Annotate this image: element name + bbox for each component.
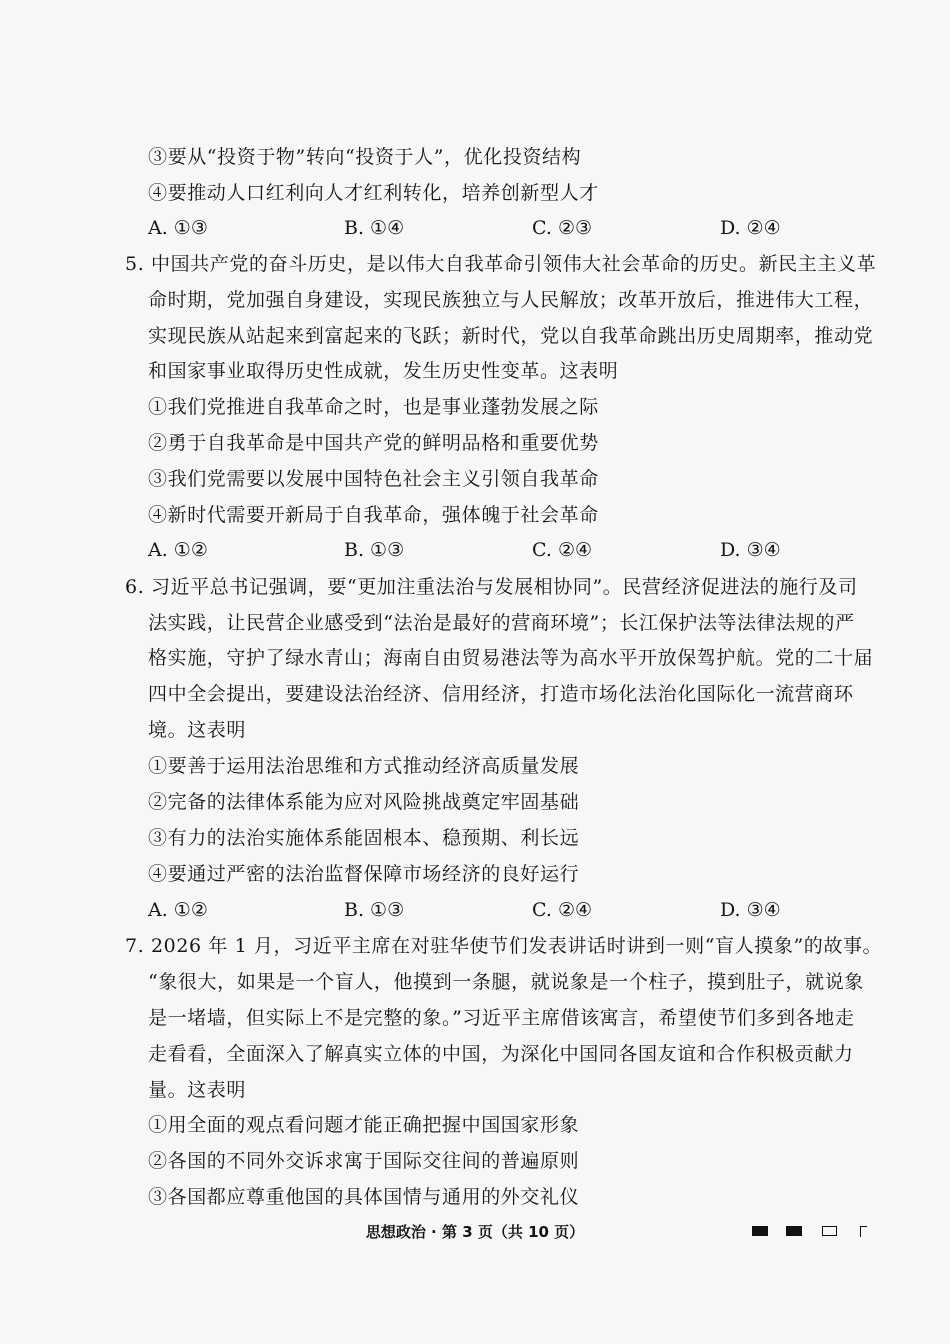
q4-option-a: A. ①③ bbox=[148, 217, 208, 239]
q5-option-b: B. ①③ bbox=[344, 539, 405, 561]
q5-option-c: C. ②④ bbox=[532, 539, 593, 561]
q5-option-d: D. ③④ bbox=[720, 539, 781, 561]
registration-mark-filled-2 bbox=[786, 1226, 802, 1236]
q7-item-2: ②各国的不同外交诉求寓于国际交往间的普遍原则 bbox=[148, 1150, 580, 1172]
q6-stem-line-4: 四中全会提出，要建设法治经济、信用经济，打造市场化法治化国际化一流营商环 bbox=[148, 683, 854, 705]
registration-mark-corner bbox=[860, 1226, 867, 1237]
q4-item-4: ④要推动人口红利向人才红利转化，培养创新型人才 bbox=[148, 182, 599, 204]
q5-stem-line-1: 5. 中国共产党的奋斗历史，是以伟大自我革命引领伟大社会革命的历史。新民主主义革 bbox=[125, 253, 877, 275]
q6-option-a: A. ①② bbox=[148, 899, 208, 921]
q4-options bbox=[148, 216, 868, 240]
q6-stem-line-2: 法实践，让民营企业感受到“法治是最好的营商环境”；长江保护法等法律法规的严 bbox=[148, 612, 855, 634]
q4-option-c: C. ②③ bbox=[532, 217, 593, 239]
q6-item-4: ④要通过严密的法治监督保障市场经济的良好运行 bbox=[148, 863, 580, 885]
q4-item-3: ③要从“投资于物”转向“投资于人”，优化投资结构 bbox=[148, 146, 582, 168]
q7-stem-line-4: 走看看，全面深入了解真实立体的中国，为深化中国同各国友谊和合作积极贡献力 bbox=[148, 1043, 854, 1065]
q6-option-c: C. ②④ bbox=[532, 899, 593, 921]
q6-option-d: D. ③④ bbox=[720, 899, 781, 921]
q6-options bbox=[148, 898, 868, 922]
page-footer: 思想政治 · 第 3 页（共 10 页） bbox=[365, 1223, 585, 1241]
q7-stem-line-3: 是一堵墙，但实际上不是完整的象。”习近平主席借该寓言，希望使节们多到各地走 bbox=[148, 1007, 855, 1029]
q6-item-3: ③有力的法治实施体系能固根本、稳预期、利长远 bbox=[148, 827, 580, 849]
q6-stem-line-1: 6. 习近平总书记强调，要“更加注重法治与发展相协同”。民营经济促进法的施行及司 bbox=[125, 576, 858, 598]
q7-stem-line-1: 7. 2026 年 1 月，习近平主席在对驻华使节们发表讲话时讲到一则“盲人摸象”的故事。 bbox=[125, 935, 883, 957]
q4-option-d: D. ②④ bbox=[720, 217, 781, 239]
q5-item-3: ③我们党需要以发展中国特色社会主义引领自我革命 bbox=[148, 468, 599, 490]
q7-stem-line-5: 量。这表明 bbox=[148, 1079, 247, 1101]
q4-option-b: B. ①④ bbox=[344, 217, 405, 239]
q5-options bbox=[148, 538, 868, 562]
q7-stem-line-2: “象很大，如果是一个盲人，他摸到一条腿，就说象是一个柱子，摸到肚子，就说象 bbox=[148, 971, 864, 993]
q5-item-2: ②勇于自我革命是中国共产党的鲜明品格和重要优势 bbox=[148, 432, 599, 454]
q7-item-3: ③各国都应尊重他国的具体国情与通用的外交礼仪 bbox=[148, 1186, 580, 1208]
q6-stem-line-5: 境。这表明 bbox=[148, 719, 247, 741]
q6-stem-line-3: 格实施，守护了绿水青山；海南自由贸易港法等为高水平开放保驾护航。党的二十届 bbox=[148, 647, 874, 669]
q5-stem-line-2: 命时期，党加强自身建设，实现民族独立与人民解放；改革开放后，推进伟大工程， bbox=[148, 289, 874, 311]
q6-option-b: B. ①③ bbox=[344, 899, 405, 921]
q5-stem-line-4: 和国家事业取得历史性成就，发生历史性变革。这表明 bbox=[148, 360, 619, 382]
registration-mark-hollow bbox=[822, 1226, 837, 1236]
q5-stem-line-3: 实现民族从站起来到富起来的飞跃；新时代，党以自我革命跳出历史周期率，推动党 bbox=[148, 325, 874, 347]
registration-mark-filled-1 bbox=[752, 1226, 768, 1236]
q5-option-a: A. ①② bbox=[148, 539, 208, 561]
q5-item-4: ④新时代需要开新局于自我革命，强体魄于社会革命 bbox=[148, 504, 599, 526]
q5-item-1: ①我们党推进自我革命之时，也是事业蓬勃发展之际 bbox=[148, 396, 599, 418]
q7-item-1: ①用全面的观点看问题才能正确把握中国国家形象 bbox=[148, 1114, 580, 1136]
q6-item-2: ②完备的法律体系能为应对风险挑战奠定牢固基础 bbox=[148, 791, 580, 813]
q6-item-1: ①要善于运用法治思维和方式推动经济高质量发展 bbox=[148, 755, 580, 777]
